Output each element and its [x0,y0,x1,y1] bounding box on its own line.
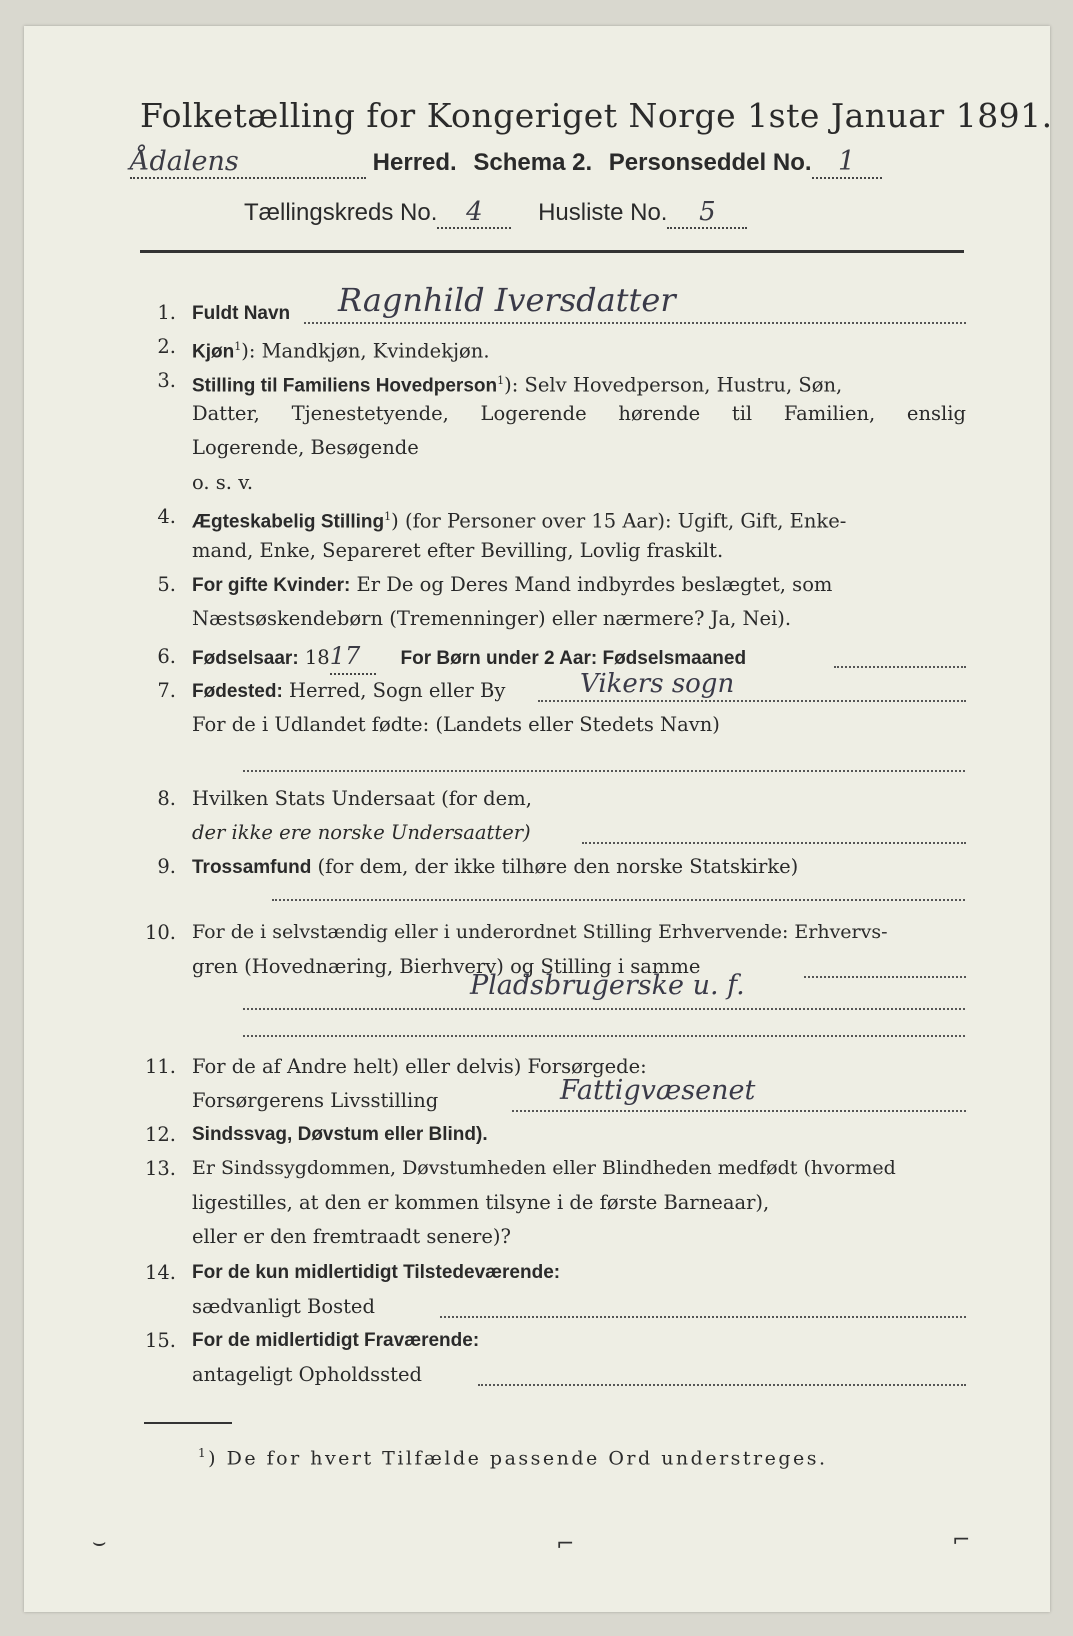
corner-mark-right: ⌐ [952,1528,971,1553]
footnote: $^1$) De for hvert Tilfælde passende Ord understreges. [198,1446,828,1470]
answer-provider: Fattigvæsenet [560,1075,756,1106]
footnote-divider [144,1422,232,1424]
item-1-label: Fuldt Navn [192,303,291,324]
answer-name: Ragnhild Iversdatter [338,281,676,319]
corner-mark-center: ⌐ [556,1532,575,1557]
personseddel-number: 1 [812,146,882,179]
header-divider [140,250,964,253]
header-line-herred [130,146,882,179]
corner-mark-left: ⌣ [92,1530,107,1555]
herred-label: Herred. [372,149,457,176]
kreds-number: 4 [437,197,511,229]
item-1: 1. Fuldt Navn Ragnhild Iversdatter [140,296,966,330]
answer-birthplace: Vikers sogn [580,669,735,699]
husliste-number: 5 [667,197,747,229]
personseddel-label: Personseddel No. [608,149,812,176]
answer-occupation: Pladsbrugerske u. f. [470,970,745,1001]
header-line-kreds [244,197,747,229]
schema-label: Schema 2. [473,149,593,176]
herred-name: Ådalens [130,146,366,179]
answer-birth-year: 17 [330,640,376,675]
kreds-label: Tællingskreds No. [244,199,438,226]
form-title: Folketælling for Kongeriget Norge 1ste Januar 1891. [140,96,1053,135]
husliste-label: Husliste No. [538,199,668,226]
